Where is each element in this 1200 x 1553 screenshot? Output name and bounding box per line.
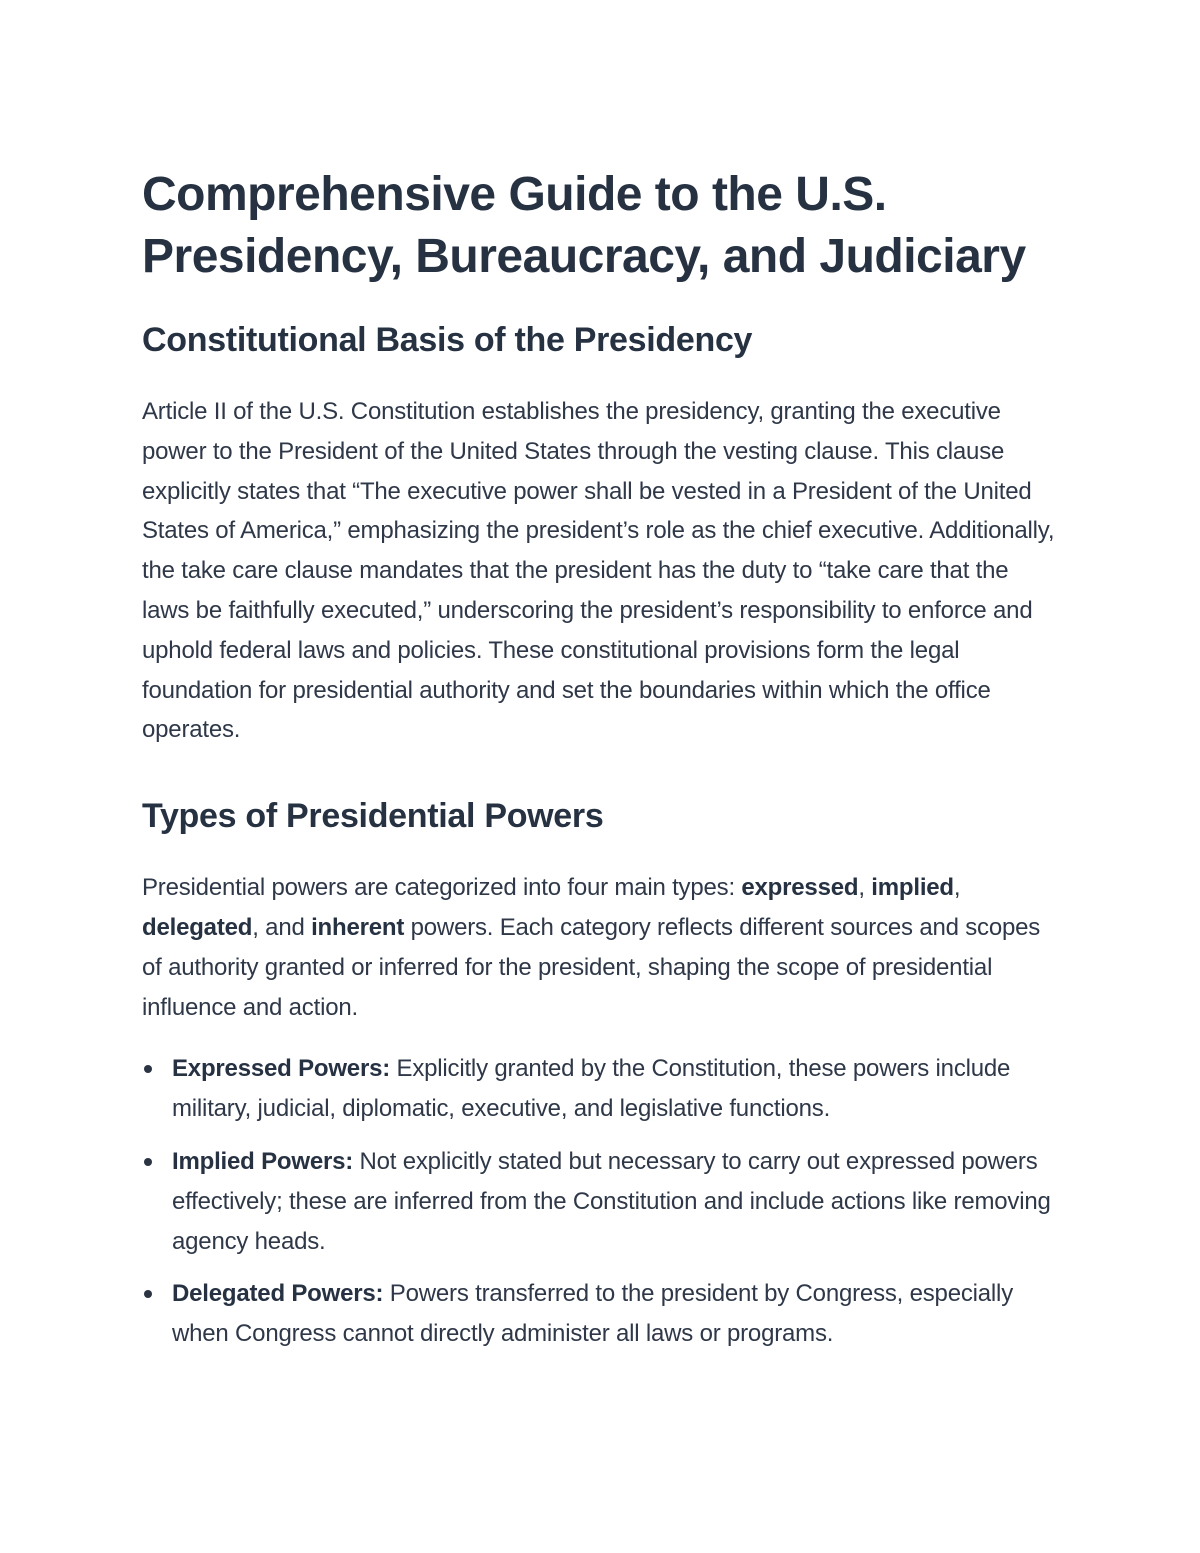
list-item-text: Explicitly granted by the Constitution, these powers include military, judicial, diplomatic, executive, and legislative functions.	[172, 1055, 1011, 1123]
list-item-term: Delegated Powers:	[172, 1280, 384, 1308]
section-heading-constitutional-basis: Constitutional Basis of the Presidency	[142, 321, 753, 359]
list-item-text: Not explicitly stated but necessary to carry out expressed powers effectively; these are inferred from the Constitution and include actions like removing agency heads.	[172, 1147, 1051, 1255]
section-paragraph-constitutional-basis: Article II of the U.S. Constitution establishes the presidency, granting the executive power to the President of the United States through the vesting clause. This clause explicitly states that “The executive power shall be vested in a President of the United States of America,” emphasizing the president’s role as the chief executive. Additionally, the take care clause mandates that the president has the duty to “take care that the laws be faithfully executed,” underscoring the president’s responsibility to enforce and uphold federal laws and policies. These constitutional provisions form the legal foundation for presidential authority and set the boundaries within which the office operates.	[142, 398, 1055, 744]
document-title: Comprehensive Guide to the U.S. Presidency, Bureaucracy, and Judiciary	[142, 168, 1026, 283]
bullet-icon	[144, 1158, 152, 1166]
term-expressed: expressed	[741, 874, 859, 902]
list-item-delegated-powers	[142, 1274, 1062, 1354]
term-implied: implied	[871, 874, 954, 902]
section-intro-presidential-powers	[142, 868, 1062, 1027]
intro-text: Presidential powers are categorized into four main types:	[142, 874, 742, 902]
document-page	[142, 164, 1062, 1367]
bullet-icon	[144, 1290, 152, 1298]
term-delegated: delegated	[142, 913, 253, 941]
intro-separator: ,	[953, 874, 961, 902]
list-item-term: Expressed Powers:	[172, 1055, 391, 1083]
bullet-icon	[144, 1065, 152, 1073]
list-item-implied-powers	[142, 1142, 1062, 1261]
intro-separator: , and	[252, 913, 312, 941]
term-inherent: inherent	[311, 913, 405, 941]
section-heading-presidential-powers: Types of Presidential Powers	[142, 797, 604, 836]
list-item-text: Powers transferred to the president by Congress, especially when Congress cannot directly administer all laws or programs.	[172, 1280, 1013, 1348]
intro-text: powers. Each category reflects different sources and scopes of authority granted or inferred for the president, shaping the scope of presidential influence and action.	[142, 913, 1041, 1021]
list-item-term: Implied Powers:	[172, 1147, 354, 1175]
intro-separator: ,	[858, 874, 872, 902]
powers-list	[142, 1049, 1062, 1354]
list-item-expressed-powers	[142, 1049, 1062, 1129]
